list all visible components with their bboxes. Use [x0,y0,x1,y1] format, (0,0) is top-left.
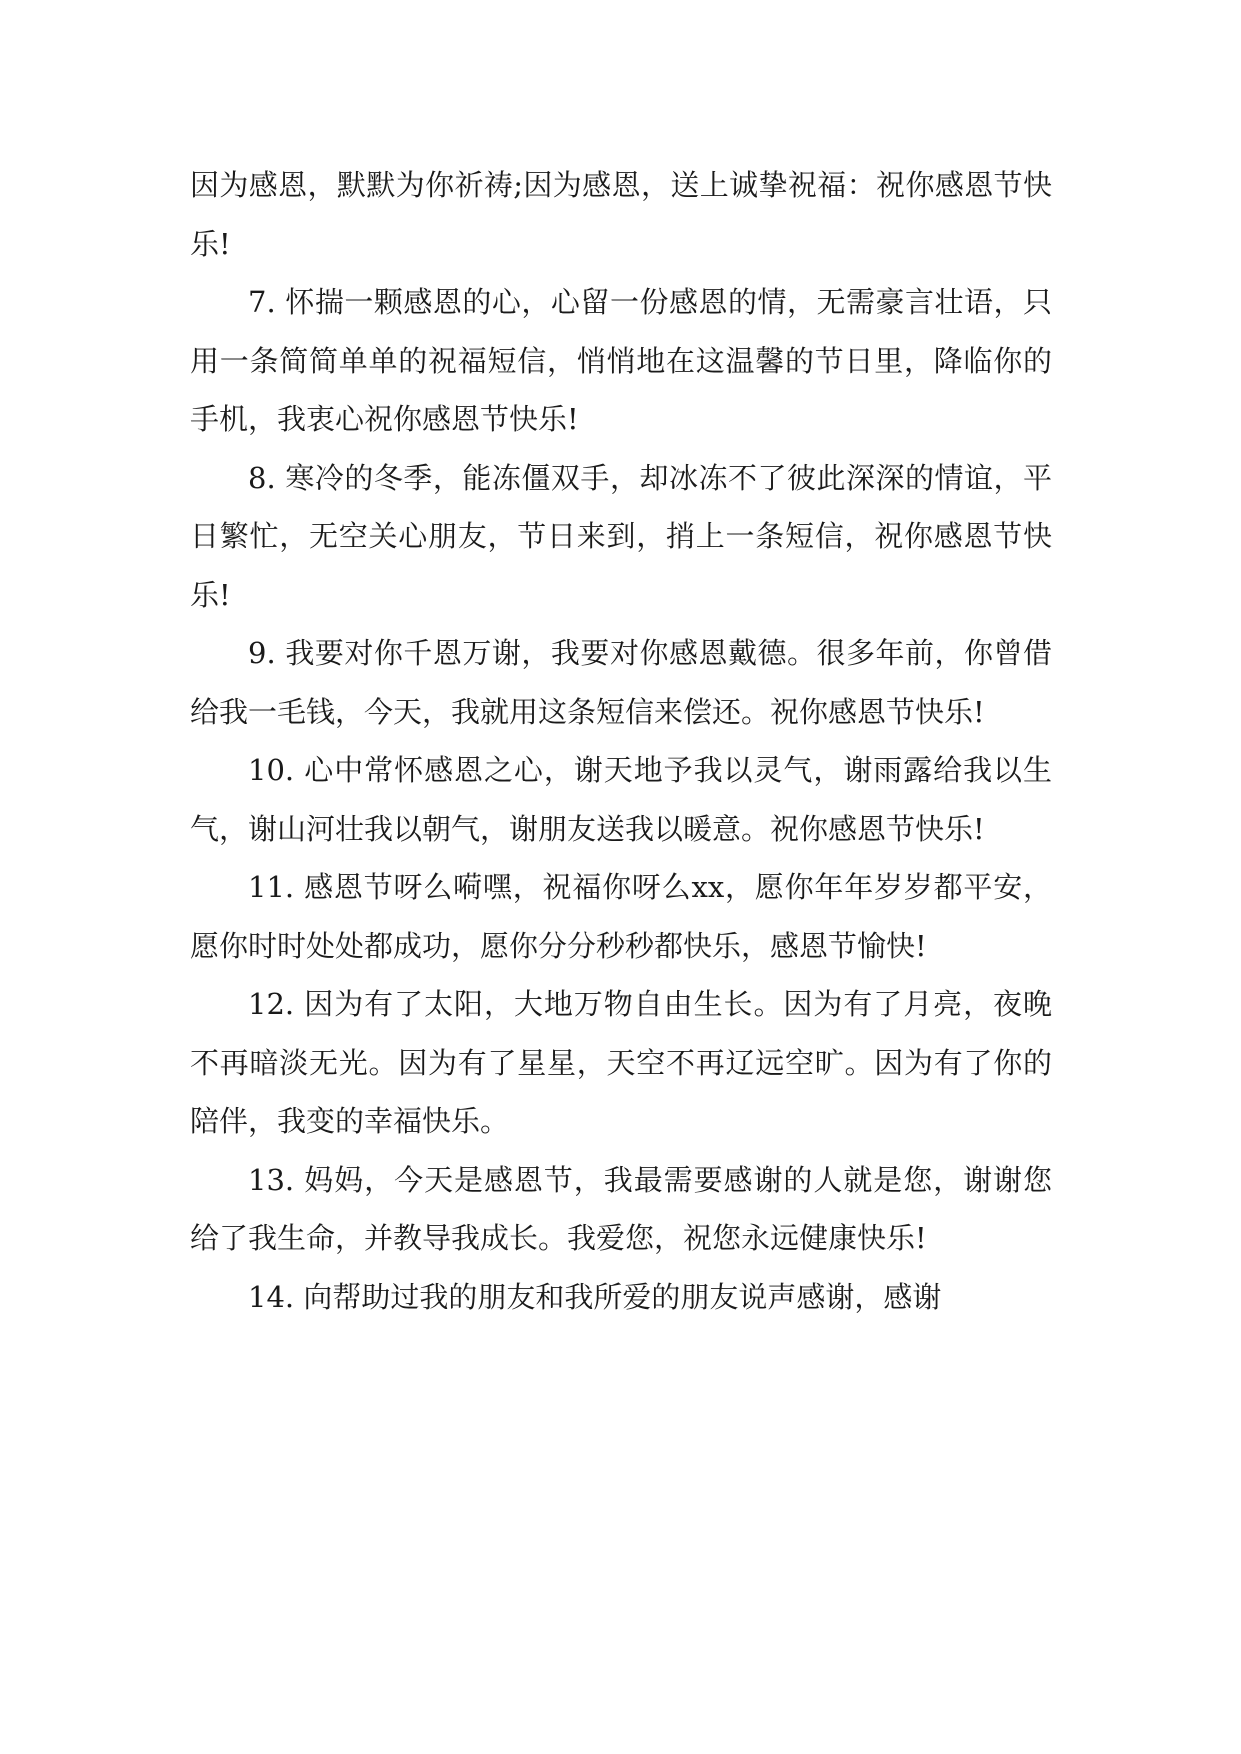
document-body [190,156,1052,1326]
paragraph-continuation: 因为感恩，默默为你祈祷;因为感恩，送上诚挚祝福：祝你感恩节快乐! [190,168,1052,261]
paragraph-item-10: 10. 心中常怀感恩之心，谢天地予我以灵气，谢雨露给我以生气，谢山河壮我以朝气，谢朋友送我以暖意。祝你感恩节快乐! [190,753,1052,846]
paragraph-item-7: 7. 怀揣一颗感恩的心，心留一份感恩的情，无需豪言壮语，只用一条简简单单的祝福短信，悄悄地在这温馨的节日里，降临你的手机，我衷心祝你感恩节快乐! [190,285,1052,436]
paragraph-item-8: 8. 寒冷的冬季，能冻僵双手，却冰冻不了彼此深深的情谊，平日繁忙，无空关心朋友，节日来到，捎上一条短信，祝你感恩节快乐! [190,460,1052,612]
paragraph-item-11: 11. 感恩节呀么嗬嘿，祝福你呀么xx，愿你年年岁岁都平安，愿你时时处处都成功，愿你分分秒秒都快乐，感恩节愉快! [190,870,1052,963]
paragraph-item-9: 9. 我要对你千恩万谢，我要对你感恩戴德。很多年前，你曾借给我一毛钱，今天，我就用这条短信来偿还。祝你感恩节快乐! [190,636,1052,729]
paragraph-item-12: 12. 因为有了太阳，大地万物自由生长。因为有了月亮，夜晚不再暗淡无光。因为有了星星，天空不再辽远空旷。因为有了你的陪伴，我变的幸福快乐。 [190,987,1052,1138]
paragraph-item-14: 14. 向帮助过我的朋友和我所爱的朋友说声感谢，感谢 [248,1279,942,1314]
paragraph-item-13: 13. 妈妈，今天是感恩节，我最需要感谢的人就是您，谢谢您给了我生命，并教导我成长。我爱您，祝您永远健康快乐! [190,1162,1052,1255]
